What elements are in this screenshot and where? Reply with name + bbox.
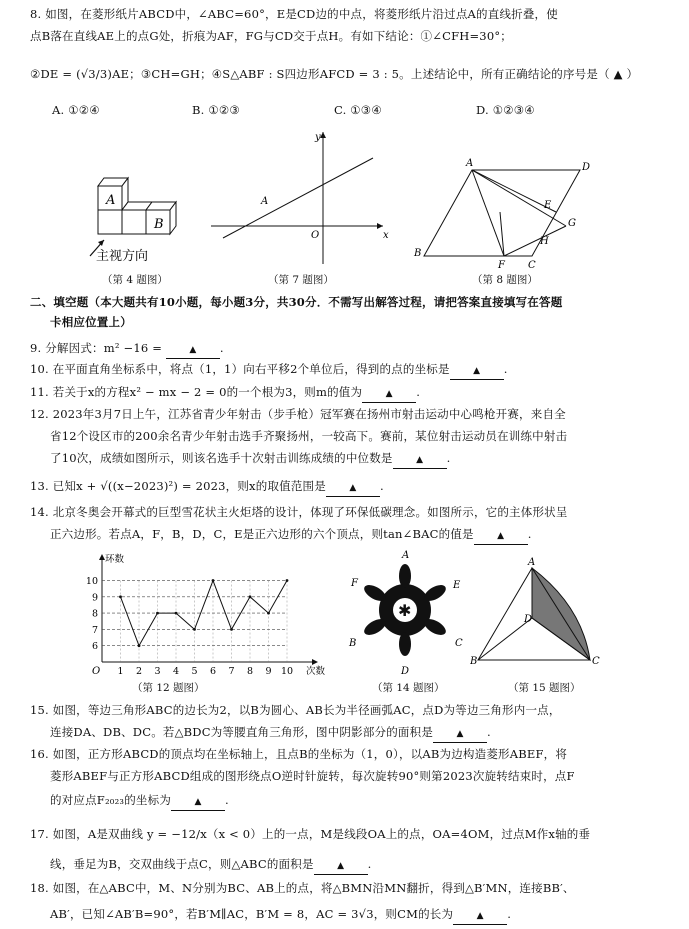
q14-blank-mark: ▲ [497,531,505,541]
q18-line2: AB′，已知∠AB′B=90°，若B′M∥AC，B′M = 8，AC = 3√3，则CM的长为 ▲ . [50,906,689,925]
fig7-caption: （第 7 题图） [268,274,334,286]
q12-text: 了10次，成绩如图所示，则该名选手十次射击训练成绩的中位数是 [50,451,393,465]
q16-blank-mark: ▲ [194,797,202,807]
section-2-title-line1: 二、填空题（本大题共有10小题，每小题3分，共30分．不需写出解答过程，请把答案直接填写在答题 [30,295,563,309]
chart-data-point [193,628,196,631]
chart-data-point [138,644,141,647]
svg-text:✱: ✱ [398,601,412,620]
fig7-label-o: O [311,230,320,241]
q15-text: 连接DA、DB、DC。若△BDC为等腰直角三角形，图中阴影部分的面积是 [50,725,434,739]
fig4-view-direction: 主视方向 [96,249,149,264]
chart-x-tick-label: 8 [246,666,254,677]
fig14-label-a: A [402,550,410,561]
fig8-label-a: A [466,158,474,169]
chart-y-axis-label: 环数 [105,554,125,565]
q18-text: AB′，已知∠AB′B=90°，若B′M∥AC，B′M = 8，AC = 3√3，则CM的长为 [50,907,454,921]
q13-text: 13. 已知x + √((x−2023)²) = 2023，则x的取值范围是 [30,479,326,493]
q8-line3: ②DE = (√3/3)AE；③CH=GH；④S△ABF : S四边形AFCD = 3 : 5。上述结论中，所有正确结论的序号是（ ▲ ） [30,67,639,81]
fig4-label-a: A [106,193,116,208]
fig4-caption: （第 4 题图） [102,274,168,286]
q13: 13. 已知x + √((x−2023)²) = 2023，则x的取值范围是 ▲ . [30,478,670,497]
q8-option-d: D. ①②③④ [476,103,535,117]
q14-answer-blank[interactable] [474,526,528,545]
q17-line2: 线，垂足为B，交双曲线于点C，则△ABC的面积是 ▲ . [50,856,689,875]
section-2-title-line2: 卡相应位置上） [50,315,132,329]
chart-x-tick-label: 4 [172,666,180,677]
fig14-label-d: D [401,666,410,677]
chart-data-point [286,579,289,582]
q9: 9. 分解因式：m² −16 = ▲ . [30,340,670,359]
q9-answer-blank[interactable] [166,340,220,359]
chart-data-point [230,628,233,631]
q16-text: 的对应点F₂₀₂₃的坐标为 [50,793,172,807]
fig15-caption: （第 15 题图） [508,682,581,694]
chart-data-point [212,579,215,582]
q14-line2: 正六边形。若点A，F，B，D，C，E是正六边形的六个顶点，则tan∠BAC的值是 ▲ . [50,526,689,545]
q15-line1: 15. 如图，等边三角形ABC的边长为2，以B为圆心、AB长为半径画弧AC，点D为等边三角形内一点， [30,703,561,717]
fig15-label-b: B [470,656,478,667]
q13-answer-blank[interactable] [326,478,380,497]
q9-blank-mark: ▲ [189,345,197,355]
q16-line1: 16. 如图，正方形ABCD的顶点均在坐标轴上，且点B的坐标为（1，0），以AB为边构造菱形ABEF，将 [30,747,568,761]
fig8-caption: （第 8 题图） [472,274,538,286]
chart-data-point [175,612,178,615]
fig14-caption: （第 14 题图） [372,682,445,694]
q8-line1: 8. 如图，在菱形纸片ABCD中，∠ABC=60°，E是CD边的中点，将菱形纸片沿过点A的直线折叠，使 [30,7,558,21]
chart-y-tick-label: 8 [91,608,98,620]
chart-x-tick-label: 5 [191,666,198,677]
chart-x-tick-label: 3 [154,666,161,677]
q16-answer-blank[interactable] [171,792,225,811]
q11: 11. 若关于x的方程x² − mx − 2 = 0的一个根为3，则m的值为 ▲ . [30,384,670,403]
figure-12-chart [80,550,330,680]
q12-line2: 省12个设区市的200余名青少年射击选手齐聚扬州，一较高下。赛前，某位射击运动员在训练中射击 [50,429,568,443]
q12-line1: 12. 2023年3月7日上午，江苏省青少年射击（步手枪）冠军赛在扬州市射击运动中心鸣枪开赛，来自全 [30,407,566,421]
q17-line1: 17. 如图，A是双曲线 y = −12/x（x < 0）上的一点，M是线段OA上的点，OA=4OM，过点M作x轴的垂 [30,827,591,841]
fig8-label-e: E [544,200,552,211]
q11-blank-mark: ▲ [385,389,393,399]
fig4-label-b: B [154,217,164,232]
q16-line3: 的对应点F₂₀₂₃的坐标为 ▲ . [50,792,689,811]
q12-blank-mark: ▲ [416,455,424,465]
figure-7-axes [205,128,395,268]
figure-15-triangle [470,556,605,680]
fig14-label-e: E [453,580,461,591]
q14-line1: 14. 北京冬奥会开幕式的巨型雪花状主火炬塔的设计，体现了环保低碳理念。如图所示，它的主体形状呈 [30,505,568,519]
q10-answer-blank[interactable] [450,361,504,380]
q14-text: 正六边形。若点A，F，B，D，C，E是正六边形的六个顶点，则tan∠BAC的值是 [50,527,474,541]
chart-x-axis-label: 次数 [306,666,326,677]
q10-text: 10. 在平面直角坐标系中，将点（1，1）向右平移2个单位后，得到的点的坐标是 [30,362,450,376]
q10-blank-mark: ▲ [473,366,481,376]
chart-y-tick-label: 7 [91,624,98,636]
q15-line2: 连接DA、DB、DC。若△BDC为等腰直角三角形，图中阴影部分的面积是 ▲ . [50,724,689,743]
fig15-label-d: D [524,614,533,625]
q8-line2: 点B落在直线AE上的点G处，折痕为AF，FG与CD交于点H。有如下结论：①∠CFH=30°； [30,29,512,43]
fig15-label-c: C [592,656,600,667]
q17-text: 线，垂足为B，交双曲线于点C，则△ABC的面积是 [50,857,314,871]
chart-x-tick-label: 6 [209,666,217,677]
fig14-label-b: B [349,638,357,649]
q15-blank-mark: ▲ [456,729,464,739]
q16-line2: 菱形ABEF与正方形ABCD组成的图形绕点O逆时针旋转，每次旋转90°则第2023次旋转结束时，点F [50,769,575,783]
fig7-label-y: y [315,132,321,143]
fig7-label-a: A [261,196,269,207]
fig8-label-b: B [414,248,422,259]
figure-4-cubes [80,168,190,268]
q18-answer-blank[interactable] [453,906,507,925]
q12-line3: 了10次，成绩如图所示，则该名选手十次射击训练成绩的中位数是 ▲ . [50,450,689,469]
fig8-label-g: G [568,218,576,229]
chart-x-tick-label: 2 [135,666,143,677]
fig12-caption: （第 12 题图） [132,682,205,694]
fig15-label-a: A [528,557,536,568]
chart-data-point [156,612,159,615]
chart-origin-label: O [92,666,101,677]
chart-data-point [267,612,270,615]
fig14-label-c: C [455,638,463,649]
fig8-label-c: C [528,260,536,270]
q8-option-a: A. ①②④ [52,103,100,117]
q17-answer-blank[interactable] [314,856,368,875]
chart-x-arrow [312,659,318,665]
q17-blank-mark: ▲ [337,861,345,871]
q13-blank-mark: ▲ [349,483,357,493]
q9-text: 9. 分解因式：m² −16 = [30,341,163,355]
fig14-label-f: F [351,578,358,589]
figure-8-rhombus [410,152,600,270]
chart-data-point [119,595,122,598]
chart-y-tick-label: 10 [85,576,98,588]
q12-answer-blank[interactable] [393,450,447,469]
fig8-label-d: D [582,162,591,173]
q18-line1: 18. 如图，在△ABC中，M、N分别为BC、AB上的点，将△BMN沿MN翻折，得到△B′MN，连接BB′、 [30,881,575,895]
chart-x-tick-label: 1 [117,666,124,677]
q8-option-b: B. ①②③ [192,103,240,117]
fig7-label-x: x [383,230,389,241]
figure-14-snowflake [345,548,470,680]
q8-option-c: C. ①③④ [334,103,382,117]
q10: 10. 在平面直角坐标系中，将点（1，1）向右平移2个单位后，得到的点的坐标是 ▲ . [30,361,670,380]
q15-answer-blank[interactable] [433,724,487,743]
chart-y-tick-label: 9 [91,592,98,604]
chart-data-point [249,595,252,598]
chart-x-tick-label: 10 [280,666,294,677]
q11-answer-blank[interactable] [362,384,416,403]
chart-x-tick-label: 7 [228,666,235,677]
chart-y-tick-label: 6 [91,641,98,653]
fig8-label-h: H [540,236,549,247]
q11-text: 11. 若关于x的方程x² − mx − 2 = 0的一个根为3，则m的值为 [30,385,363,399]
q18-blank-mark: ▲ [476,911,484,921]
chart-x-tick-label: 9 [265,666,272,677]
fig8-label-f: F [498,260,505,270]
